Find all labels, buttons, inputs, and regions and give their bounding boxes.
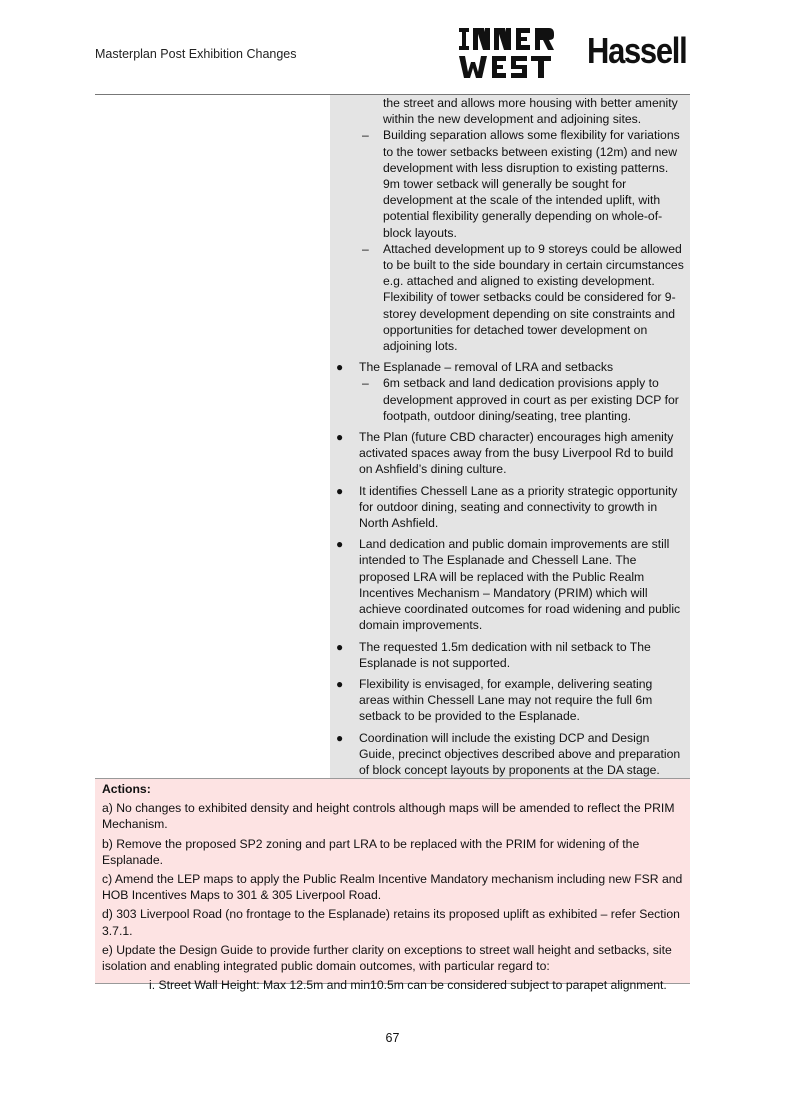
bullet-icon: ● [336,537,344,552]
dash-marker: – [362,376,369,391]
dash-marker: – [362,241,369,256]
list-item: – 6m setback and land dedication provisions apply to development approved in court as per existing DCP for footpath, outdoor dining/seating, tree planting. [362,376,679,423]
bullet-icon: ● [336,730,344,745]
actions-panel [95,778,690,993]
dash-marker: – [362,128,369,143]
bullet-item: ● The Plan (future CBD character) encourages high amenity activated spaces away from the busy Liverpool Rd to build on Ashfield’s dining culture. [336,430,674,477]
bullet-item: ● Coordination will include the existing DCP and Design Guide, precinct objectives described above and preparation of block concept layouts by proponents at the DA stage. [336,730,681,777]
action-item: d) 303 Liverpool Road (no frontage to the Esplanade) retains its proposed uplift as exhibited – refer Section 3.7.1. [102,907,680,938]
hassell-logo: Hassell [587,30,687,71]
bullet-icon: ● [336,430,344,445]
inner-west-logo [457,26,557,80]
action-item: e) Update the Design Guide to provide further clarity on exceptions to street wall height and setbacks, site isolation and enabling integrated public domain outcomes, with particular regard to: [102,942,672,974]
action-sub-item: i. Street Wall Height: Max 12.5m and min10.5m can be considered subject to parapet alignment. [149,978,667,993]
list-item: the street and allows more housing with better amenity within the new development and adjoining sites. [383,96,678,127]
action-item: c) Amend the LEP maps to apply the Public Realm Incentive Mandatory mechanism including new FSR and HOB Incentives Maps to 301 & 305 Liverpool Road. [102,872,683,903]
bullet-item: ● It identifies Chessell Lane as a priority strategic opportunity for outdoor dining, seating and connectivity to growth in North Ashfield. [336,483,678,531]
bullet-icon: ● [336,360,344,375]
list-item: – Attached development up to 9 storeys could be allowed to be built to the side boundary in certain circumstances e.g. attached and aligned to existing development. Flexibility of tower setbacks could be considered for 9-storey development depending on site constraints and opportunities for detached tower development on adjoining lots. [362,241,684,354]
bullet-item: ● Flexibility is envisaged, for example, delivering seating areas within Chessell Lane may not require the full 6m setback to be provided to the Esplanade. [336,676,653,724]
actions-heading: Actions: [102,782,151,796]
bullet-item: ● The requested 1.5m dedication with nil setback to The Esplanade is not supported. [336,639,651,670]
bullet-item: ● Land dedication and public domain improvements are still intended to The Esplanade and Chessell Lane. The proposed LRA will be replaced with the Public Realm Incentives Mechanism – Mandatory (PRIM) which will achieve coordinated outcomes for road widening and public domain improvements. [336,537,681,633]
page-number: 67 [385,1031,400,1045]
action-item: a) No changes to exhibited density and height controls although maps will be amended to reflect the PRIM Mechanism. [102,801,675,832]
bullet-icon: ● [336,483,344,498]
response-column [330,95,690,778]
bullet-item: ● The Esplanade – removal of LRA and setbacks [336,360,614,375]
bullet-icon: ● [336,676,344,691]
document-header-title: Masterplan Post Exhibition Changes [95,47,297,61]
list-item: – Building separation allows some flexibility for variations to the tower setbacks between existing (12m) and new development with less disruption to existing patterns. 9m tower setback will generally be sought for development at the scale of the intended uplift, with potential flexibility generally depending on whole-of-block layouts. [362,128,680,240]
action-item: b) Remove the proposed SP2 zoning and part LRA to be replaced with the PRIM for widening of the Esplanade. [102,836,640,867]
bullet-icon: ● [336,639,344,654]
